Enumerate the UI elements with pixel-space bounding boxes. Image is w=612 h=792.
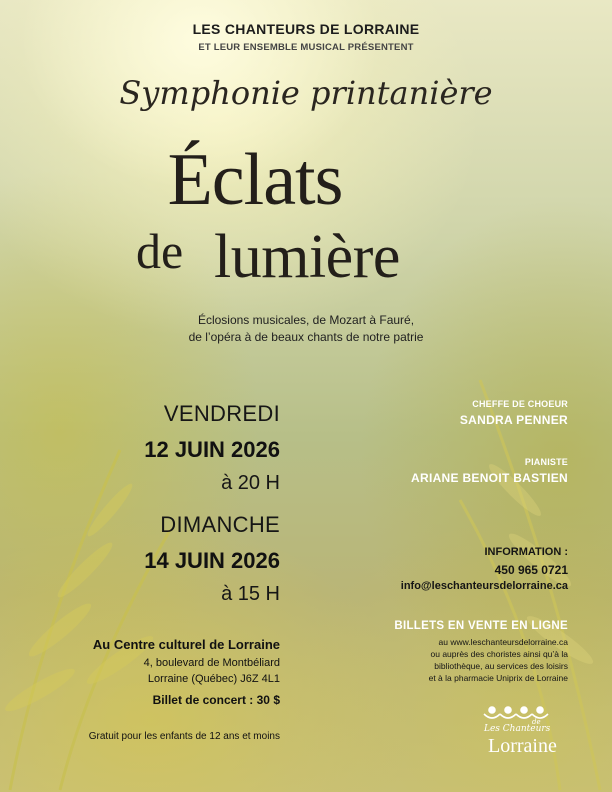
tickets-line3: bibliothèque, au services des loisirs (434, 661, 568, 671)
performance-2-time: à 15 H (221, 583, 280, 605)
tickets-line1: au www.leschanteursdelorraine.ca (438, 637, 568, 647)
series-title: Symphonie printanière (119, 74, 493, 112)
tickets-online-label: BILLETS EN VENTE EN LIGNE (394, 620, 568, 632)
choir-logo (470, 704, 570, 764)
logo-large-text: Lorraine (488, 735, 557, 757)
performance-1-date: 12 JUIN 2026 (144, 437, 280, 462)
information-label: INFORMATION : (484, 546, 568, 558)
logo-small-text: Les Chanteurs (484, 724, 551, 734)
pianist-name: ARIANE BENOIT BASTIEN (411, 471, 568, 485)
main-title-lumiere: lumière (214, 223, 400, 291)
information-phone: 450 965 0721 (494, 563, 568, 577)
venue-address2: Lorraine (Québec) J6Z 4L1 (147, 673, 280, 685)
children-free-note: Gratuit pour les enfants de 12 ans et moins (88, 731, 280, 742)
performance-2-date: 14 JUIN 2026 (144, 548, 280, 573)
main-title-line1: Éclats (167, 139, 343, 221)
logo-de-text: de (532, 718, 541, 726)
organization-name: LES CHANTEURS DE LORRAINE (192, 21, 420, 37)
information-email: info@leschanteursdelorraine.ca (400, 580, 568, 592)
ticket-price: Billet de concert : 30 $ (152, 693, 280, 707)
main-title-de: de (136, 223, 184, 279)
choir-director-label: CHEFFE DE CHOEUR (472, 399, 568, 409)
tickets-line4: et à la pharmacie Uniprix de Lorraine (428, 673, 568, 683)
presenting-line: ET LEUR ENSEMBLE MUSICAL PRÉSENTENT (198, 42, 414, 53)
venue-name: Au Centre culturel de Lorraine (92, 637, 280, 652)
venue-address1: 4, boulevard de Montbéliard (143, 657, 280, 669)
performance-1-day: VENDREDI (163, 401, 280, 426)
subtitle-line2: de l’opéra à de beaux chants de notre patrie (188, 330, 424, 344)
pianist-label: PIANISTE (524, 457, 568, 467)
tickets-line2: ou auprès des choristes ainsi qu’à la (430, 649, 568, 659)
performance-1-time: à 20 H (221, 472, 280, 494)
subtitle-line1: Éclosions musicales, de Mozart à Fauré, (197, 313, 415, 327)
choir-director-name: SANDRA PENNER (459, 413, 568, 427)
performance-2-day: DIMANCHE (160, 512, 280, 537)
